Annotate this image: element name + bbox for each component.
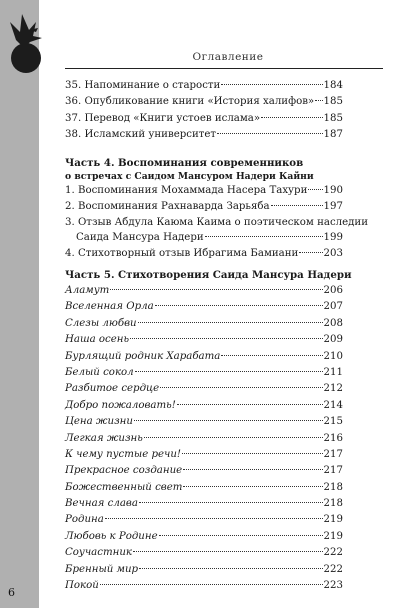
poem-page: 212 bbox=[323, 383, 343, 395]
poem-page: 216 bbox=[323, 432, 343, 444]
poem-title: Вечная слава bbox=[65, 498, 138, 510]
poem-title: Божественный свет bbox=[65, 481, 183, 493]
dot-leader bbox=[205, 236, 323, 237]
toc-entry-title: 4. Стихотворный отзыв Ибрагима Бамиани bbox=[65, 247, 299, 259]
dot-leader bbox=[299, 252, 322, 253]
poem-title: Добро пожаловать! bbox=[65, 399, 176, 411]
poem-title: Цена жизни bbox=[65, 416, 133, 428]
poem-page: 211 bbox=[323, 366, 343, 378]
poem-page: 217 bbox=[323, 465, 343, 477]
poem-page: 222 bbox=[323, 563, 343, 575]
dot-leader bbox=[308, 189, 322, 190]
poem-entry[interactable] bbox=[65, 431, 343, 447]
toc-entry[interactable] bbox=[65, 78, 343, 94]
poem-page: 223 bbox=[323, 580, 343, 592]
poem-entry[interactable] bbox=[65, 414, 343, 430]
poem-entry[interactable] bbox=[65, 545, 343, 561]
toc-entry-title: 38. Исламский университет bbox=[65, 129, 217, 141]
dot-leader bbox=[110, 289, 322, 290]
dot-leader bbox=[159, 535, 323, 536]
poem-entry[interactable] bbox=[65, 480, 343, 496]
toc-entry-title: 37. Перевод «Книги устоев ислама» bbox=[65, 112, 261, 124]
toc-entry-title: 35. Напоминание о старости bbox=[65, 80, 221, 91]
toc-entry[interactable] bbox=[65, 246, 343, 262]
poem-page: 219 bbox=[323, 514, 343, 526]
poem-entry[interactable] bbox=[65, 316, 343, 332]
poem-page: 210 bbox=[323, 350, 343, 362]
toc-entry-page: 190 bbox=[323, 185, 343, 196]
poem-title: Разбитое сердце bbox=[65, 383, 160, 395]
toc-entry-page: 184 bbox=[323, 80, 343, 91]
poem-title: Бренный мир bbox=[65, 563, 139, 575]
toc-entry[interactable] bbox=[65, 183, 343, 199]
dot-leader bbox=[221, 84, 322, 85]
poem-title: Вселенная Орла bbox=[65, 301, 154, 313]
poem-title: К чему пустые речи! bbox=[65, 448, 182, 460]
poem-page: 218 bbox=[323, 481, 343, 493]
toc-part-4 bbox=[65, 156, 369, 262]
part-5-heading[interactable]: Часть 5. Стихотворения Саида Мансура Надери bbox=[65, 269, 352, 281]
dot-leader bbox=[261, 117, 322, 118]
poem-title: Соучастник bbox=[65, 547, 132, 559]
page-margin-band bbox=[0, 0, 39, 608]
poem-title: Белый сокол bbox=[65, 366, 134, 378]
dot-leader bbox=[133, 551, 323, 552]
eagle-globe-logo bbox=[2, 0, 74, 80]
poem-entry[interactable] bbox=[65, 299, 343, 315]
poem-entry[interactable] bbox=[65, 398, 343, 414]
poem-title: Покой bbox=[65, 580, 99, 592]
dot-leader bbox=[183, 469, 322, 470]
poem-page: 222 bbox=[323, 547, 343, 559]
poem-entry[interactable] bbox=[65, 332, 343, 348]
toc-entry-title-line2: Саида Мансура Надери bbox=[76, 231, 204, 243]
toc-entry-page: 185 bbox=[323, 112, 343, 124]
part-4-subheading: о встречах с Саидом Мансуром Надери Кайни bbox=[65, 171, 314, 182]
toc-entry-page: 203 bbox=[323, 247, 343, 259]
dot-leader bbox=[217, 133, 323, 134]
dot-leader bbox=[182, 453, 323, 454]
toc-entry-page: 187 bbox=[323, 129, 343, 141]
dot-leader bbox=[183, 486, 322, 487]
toc-section-continuation bbox=[65, 78, 343, 144]
dot-leader bbox=[177, 404, 323, 405]
poem-title: Любовь к Родине bbox=[65, 530, 158, 542]
poem-entry[interactable] bbox=[65, 447, 343, 463]
poem-title: Наша осень bbox=[65, 334, 130, 346]
poem-entry[interactable] bbox=[65, 512, 343, 528]
poem-page: 207 bbox=[323, 301, 343, 313]
poem-list bbox=[65, 283, 343, 594]
dot-leader bbox=[100, 584, 323, 585]
poem-page: 217 bbox=[323, 448, 343, 460]
dot-leader bbox=[105, 518, 323, 519]
poem-entry[interactable] bbox=[65, 529, 343, 545]
toc-entry-title: 1. Воспоминания Мохаммада Насера Тахури bbox=[65, 185, 308, 196]
poem-entry[interactable] bbox=[65, 381, 343, 397]
dot-leader bbox=[221, 355, 322, 356]
dot-leader bbox=[138, 322, 323, 323]
dot-leader bbox=[130, 338, 323, 339]
toc-entry[interactable] bbox=[65, 111, 343, 127]
poem-page: 214 bbox=[323, 399, 343, 411]
toc-entry[interactable] bbox=[65, 199, 343, 215]
poem-entry[interactable] bbox=[65, 562, 343, 578]
poem-page: 215 bbox=[323, 416, 343, 428]
dot-leader bbox=[155, 305, 323, 306]
dot-leader bbox=[315, 100, 322, 101]
toc-entry-title: 36. Опубликование книги «История халифов» bbox=[65, 96, 315, 108]
poem-page: 218 bbox=[323, 498, 343, 510]
dot-leader bbox=[139, 568, 322, 569]
toc-entry-page: 199 bbox=[323, 231, 343, 243]
dot-leader bbox=[139, 502, 323, 503]
poem-title: Прекрасное создание bbox=[65, 465, 183, 477]
toc-entry-multiline[interactable] bbox=[65, 216, 369, 246]
poem-title: Аламут bbox=[65, 285, 110, 296]
poem-page: 209 bbox=[323, 334, 343, 346]
header-divider bbox=[65, 68, 383, 69]
poem-title: Слезы любви bbox=[65, 317, 137, 329]
poem-entry[interactable] bbox=[65, 463, 343, 479]
poem-entry[interactable] bbox=[65, 283, 343, 299]
dot-leader bbox=[135, 371, 323, 372]
toc-part-5 bbox=[65, 268, 352, 594]
poem-page: 208 bbox=[323, 317, 343, 329]
part-4-heading[interactable]: Часть 4. Воспоминания современников bbox=[65, 157, 304, 169]
poem-title: Легкая жизнь bbox=[65, 432, 143, 444]
toc-entry-title: 2. Воспоминания Рахнаварда Зарьяба bbox=[65, 201, 270, 213]
dot-leader bbox=[134, 420, 323, 421]
poem-title: Родина bbox=[65, 514, 104, 526]
poem-entry[interactable] bbox=[65, 365, 343, 381]
poem-entry[interactable] bbox=[65, 349, 343, 365]
toc-entry-page: 185 bbox=[323, 96, 343, 108]
toc-entry-page: 197 bbox=[323, 201, 343, 213]
dot-leader bbox=[144, 437, 323, 438]
poem-page: 206 bbox=[323, 285, 343, 296]
poem-title: Бурлящий родник Харабата bbox=[65, 350, 221, 362]
poem-entry[interactable] bbox=[65, 578, 343, 594]
toc-entry[interactable] bbox=[65, 127, 343, 143]
toc-entry[interactable] bbox=[65, 94, 343, 110]
toc-entry-title-line1: 3. Отзыв Абдула Каюма Каима о поэтическом наследии bbox=[65, 216, 369, 228]
page-header-title: Оглавление bbox=[192, 51, 264, 63]
page-number: 6 bbox=[8, 586, 15, 599]
dot-leader bbox=[160, 387, 322, 388]
dot-leader bbox=[271, 205, 323, 206]
poem-page: 219 bbox=[323, 530, 343, 542]
poem-entry[interactable] bbox=[65, 496, 343, 512]
